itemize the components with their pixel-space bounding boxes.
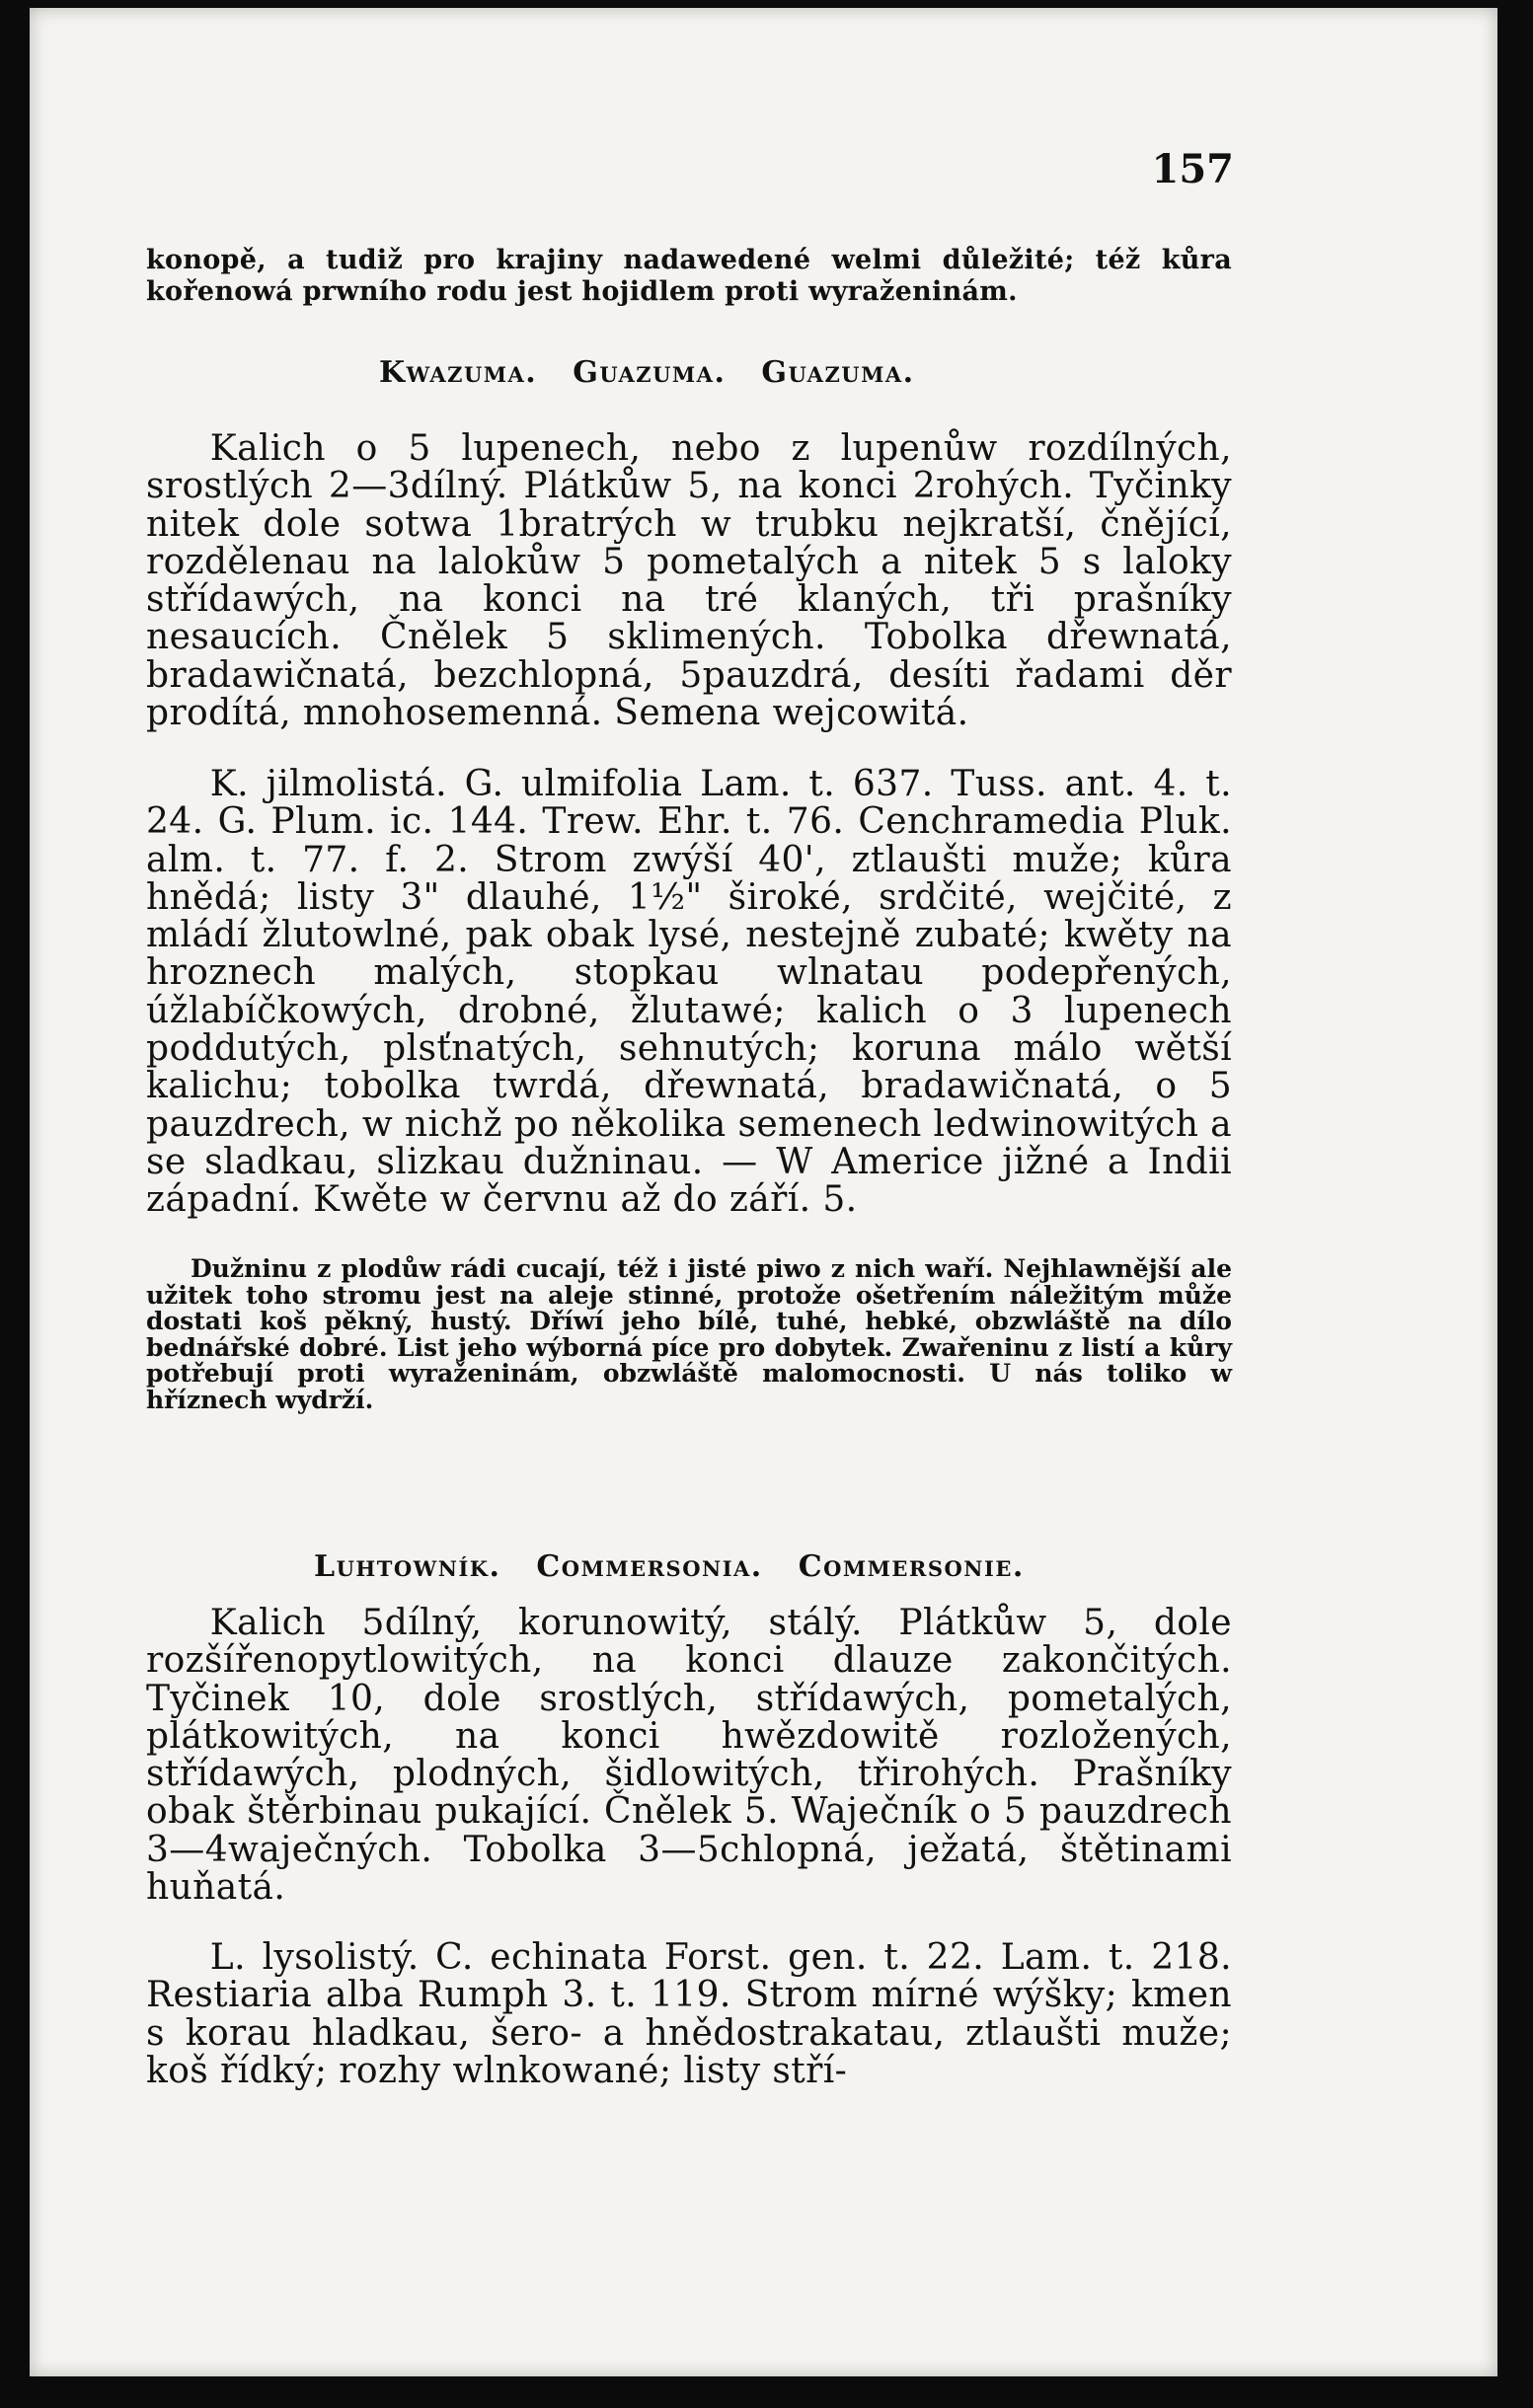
note-paragraph: Dužninu z plodůw rádi cucají, též i jisté piwo z nich waří. Nejhlawnější ale užitek toho stromu jest na aleje stinné, protože ošetřením náležitým může dostati koš pěkný, hustý. Dříwí jeho bílé, tuhé, hebké, obzwláště na dílo bednářské dobré. List jeho wýborná píce pro dobytek. Zwařeninu z listí a kůry potřebují proti wyraženinám, obzwláště malomocnosti. U nás toliko w hříznech wydrží.	[146, 1254, 1232, 1414]
heading-czech-name: Luhtowník.	[314, 1549, 501, 1584]
heading-czech-name: Kwazuma.	[379, 355, 538, 390]
page-number: 157	[1151, 146, 1234, 192]
intro-paragraph: konopě, a tudiž pro krajiny nadawedené welmi důležité; též kůra kořenowá prwního rodu jest hojidlem proti wyraženinám.	[146, 245, 1232, 307]
species-description-luhtownik	[146, 1939, 1232, 2090]
heading-latin-name: Commersonia.	[536, 1549, 763, 1584]
genus-heading-kwazuma	[146, 353, 1232, 393]
description-paragraph: Kalich 5dílný, korunowitý, stálý. Plátkůw 5, dole rozšířenopytlowitých, na konci dlauze zakončitých. Tyčinek 10, dole srostlých, střídawých, pometalých, plátkowitých, na konci hwězdowitě rozložených, střídawých, plodných, šidlowitých, třirohých. Prašníky obak štěrbinau pukající. Čnělek 5. Waječník o 5 pauzdrech 3—4waječných. Tobolka 3—5chlopná, ježatá, štětinami huňatá.	[146, 1603, 1232, 1909]
species-paragraph: L. lysolistý. C. echinata Forst. gen. t. 22. Lam. t. 218. Restiaria alba Rumph 3. t. 119. Strom mírné wýšky; kmen s korau hladkau, šero- a hnědostrakatau, ztlaušti muže; koš řídký; rozhy wlnkowané; listy stří-	[146, 1937, 1232, 2091]
genus-heading-luhtownik	[146, 1547, 1232, 1587]
book-page	[30, 8, 1497, 2376]
genus-description-luhtownik	[146, 1605, 1232, 1907]
intro-block	[146, 245, 1232, 308]
genus-description-kwazuma	[146, 430, 1232, 732]
species-description-kwazuma	[146, 766, 1232, 1220]
description-paragraph: Kalich o 5 lupenech, nebo z lupenůw rozdílných, srostlých 2—3dílný. Plátkůw 5, na konci 2rohých. Tyčinky nitek dole sotwa 1bratrých w trubku nejkratší, čnějící, rozdělenau na lalokůw 5 pometalých a nitek 5 s laloky střídawých, na konci na tré klaných, tři prašníky nesaucích. Čnělek 5 sklimených. Tobolka dřewnatá, bradawičnatá, bezchlopná, 5pauzdrá, desíti řadami děr prodítá, mnohosemenná. Semena wejcowitá.	[146, 428, 1232, 734]
heading-alt-name: Guazuma.	[761, 355, 915, 390]
usage-note-kwazuma	[146, 1256, 1232, 1413]
heading-alt-name: Commersonie.	[798, 1549, 1025, 1584]
species-paragraph: K. jilmolistá. G. ulmifolia Lam. t. 637. Tuss. ant. 4. t. 24. G. Plum. ic. 144. Trew. Ehr. t. 76. Cenchramedia Pluk. alm. t. 77. f. 2. Strom zwýší 40', ztlaušti muže; kůra hnědá; listy 3" dlauhé, 1½" široké, srdčité, wejčité, z mládí žlutowlné, pak obak lysé, nestejně zubaté; kwěty na hroznech malých, stopkau wlnatau podepřených, úžlabíčkowých, drobné, žlutawé; kalich o 3 lupenech poddutých, plsťnatých, sehnutých; koruna málo wětší kalichu; tobolka twrdá, dřewnatá, bradawičnatá, o 5 pauzdrech, w nichž po několika semenech ledwinowitých a se sladkau, slizkau dužninau. — W Americe jižné a Indii západní. Kwěte w červnu až do září. 5.	[146, 764, 1232, 1221]
heading-latin-name: Guazuma.	[573, 355, 727, 390]
